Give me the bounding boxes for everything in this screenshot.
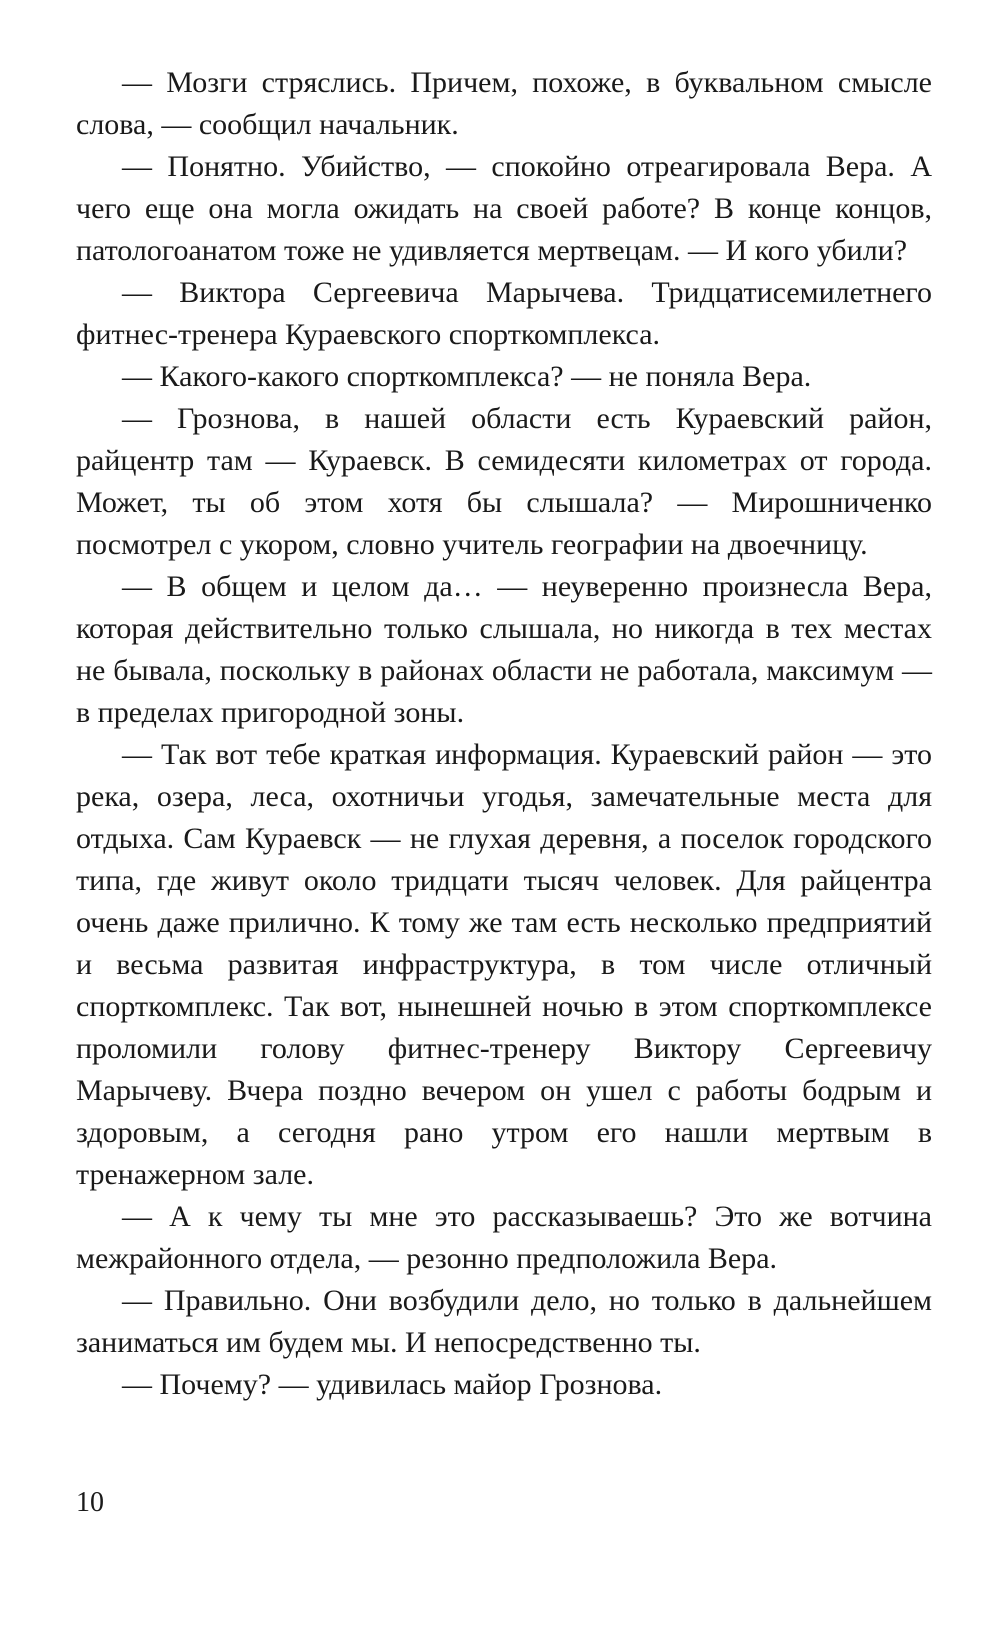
paragraph: — Виктора Сергеевича Марычева. Тридцатисемилетнего фитнес-тренера Кураевского спорткомплекса. bbox=[76, 276, 932, 351]
paragraph: — Грознова, в нашей области есть Кураевский район, райцентр там — Кураевск. В семидесяти километрах от города. Может, ты об этом хотя бы слышала? — Мирошниченко посмотрел с укором, словно учитель географии на двоечницу. bbox=[76, 402, 932, 561]
body-text bbox=[76, 62, 932, 1406]
paragraph: — Мозги стряслись. Причем, похоже, в буквальном смысле слова, — сообщил начальник. bbox=[76, 66, 932, 141]
page-number: 10 bbox=[76, 1487, 104, 1518]
paragraph: — Почему? — удивилась майор Грознова. bbox=[122, 1368, 663, 1401]
paragraph: — Так вот тебе краткая информация. Кураевский район — это река, озера, леса, охотничьи угодья, замечательные места для отдыха. Сам Кураевск — не глухая деревня, а поселок городского типа, где живут около тридцати тысяч человек. Для райцентра очень даже прилично. К тому же там есть несколько предприятий и весьма развитая инфраструктура, в том числе отличный спорткомплекс. Так вот, нынешней ночью в этом спорткомплексе проломили голову фитнес-тренеру Виктору Сергеевичу Марычеву. Вчера поздно вечером он ушел с работы бодрым и здоровым, а сегодня рано утром его нашли мертвым в тренажерном зале. bbox=[76, 738, 932, 1191]
paragraph: — А к чему ты мне это рассказываешь? Это же вотчина межрайонного отдела, — резонно предположила Вера. bbox=[76, 1200, 932, 1275]
paragraph: — Какого-какого спорткомплекса? — не поняла Вера. bbox=[122, 360, 812, 393]
paragraph: — Понятно. Убийство, — спокойно отреагировала Вера. А чего еще она могла ожидать на своей работе? В конце концов, патологоанатом тоже не удивляется мертвецам. — И кого убили? bbox=[76, 150, 932, 267]
paragraph: — В общем и целом да… — неуверенно произнесла Вера, которая действительно только слышала, но никогда в тех местах не бывала, поскольку в районах области не работала, максимум — в пределах пригородной зоны. bbox=[76, 570, 932, 729]
paragraph: — Правильно. Они возбудили дело, но только в дальнейшем заниматься им будем мы. И непосредственно ты. bbox=[76, 1284, 932, 1359]
